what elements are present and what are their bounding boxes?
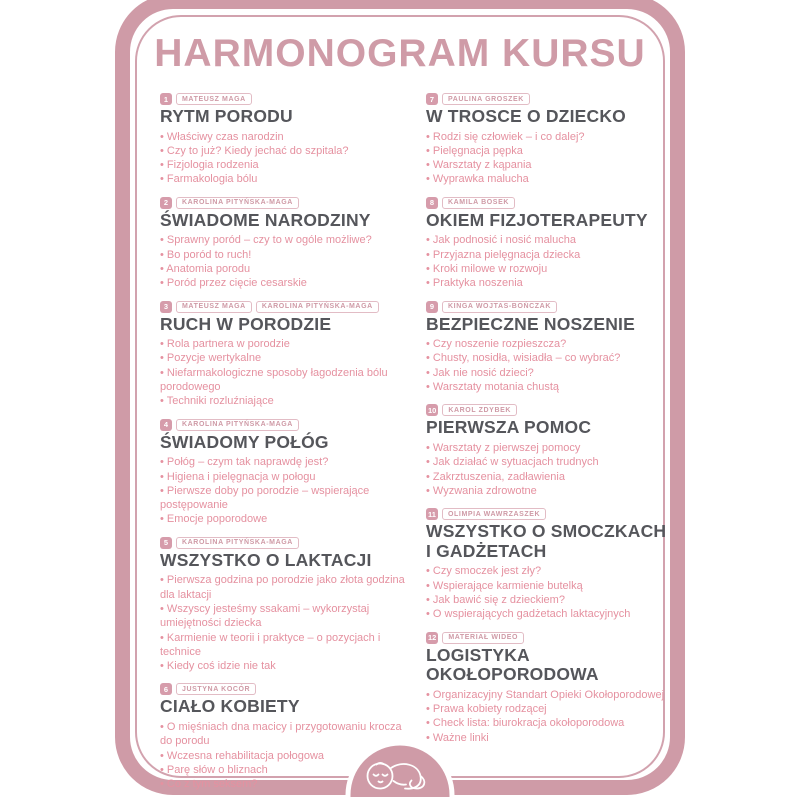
section-bullet: • O mięśniach dna macicy i przygotowaniu krocza do porodu	[160, 720, 402, 748]
section-header	[160, 93, 410, 105]
course-section	[426, 197, 676, 291]
section-bullet: • Kiedy coś idzie nie tak	[160, 660, 276, 673]
section-number-badge: 3	[160, 301, 172, 313]
sleeping-baby-icon	[340, 737, 460, 797]
section-bullet: • Zakrztuszenia, zadławienia	[426, 470, 565, 483]
section-number-badge: 8	[426, 197, 438, 209]
page-title: HARMONOGRAM KURSU	[154, 32, 646, 75]
speaker-tag: KAROLINA PITYŃSKA-MAGA	[176, 197, 299, 209]
footer-logo	[340, 737, 460, 797]
section-number-badge: 9	[426, 301, 438, 313]
section-title: W TROSCE O DZIECKO	[426, 106, 626, 126]
section-bullet: • Jak podnosić i nosić malucha	[426, 234, 576, 247]
section-number-badge: 11	[426, 508, 438, 520]
section-title: RUCH W PORODZIE	[160, 313, 332, 334]
section-title: LOGISTYKA OKOŁOPORODOWA	[426, 644, 599, 685]
section-bullet: • Bo poród to ruch!	[160, 248, 252, 261]
speaker-tag: PAULINA GROSZEK	[442, 93, 530, 105]
section-title: ŚWIADOME NARODZINY	[160, 209, 371, 230]
section-bullet: • Czy to już? Kiedy jechać do szpitala?	[160, 144, 349, 157]
speaker-tag: JUSTYNA KOCÓR	[176, 683, 256, 695]
section-number-badge: 2	[160, 197, 172, 209]
section-number-badge: 5	[160, 537, 172, 549]
section-bullet: • Pierwsza godzina po porodzie jako złota godzina dla laktacji	[160, 574, 405, 601]
section-bullet: • Jak działać w sytuacjach trudnych	[426, 456, 599, 469]
section-bullet: • Karmienie w teorii i praktyce – o pozycjach i technice	[160, 631, 381, 658]
section-bullet: • Higiena i pielęgnacja w połogu	[160, 470, 316, 483]
section-bullet: • Rodzi się człowiek – i co dalej?	[426, 130, 585, 143]
section-title: WSZYSTKO O LAKTACJI	[160, 549, 372, 570]
section-bullet: • Ważne linki	[426, 731, 489, 744]
section-header	[426, 508, 676, 520]
speaker-tag: KAMILA BOSEK	[442, 197, 515, 209]
section-bullet: • Jak nie nosić dzieci?	[426, 366, 534, 379]
course-section	[160, 197, 410, 291]
speaker-tag: MATEUSZ MAGA	[176, 93, 252, 105]
section-bullet: • Fizjologia rodzenia	[160, 159, 259, 172]
section-bullet: • Przyjazna pielęgnacja dziecka	[426, 248, 581, 261]
section-header	[160, 197, 410, 209]
speaker-tag: MATEUSZ MAGA	[176, 301, 252, 313]
course-section	[160, 537, 410, 674]
section-bullet: • Wyzwania zdrowotne	[426, 484, 537, 497]
section-number-badge: 6	[160, 683, 172, 695]
section-bullet: • Prawa kobiety rodzącej	[426, 702, 547, 715]
speaker-tag: KINGA WOJTAS-BOŃCZAK	[442, 301, 557, 313]
section-number-badge: 4	[160, 419, 172, 431]
section-title: WSZYSTKO O SMOCZKACH I GADŻETACH	[426, 521, 667, 561]
section-bullet: • Co z tym seksem?	[160, 778, 258, 791]
course-section	[160, 93, 410, 187]
section-bullet: • Pielęgnacja pępka	[426, 144, 523, 157]
section-bullet: • Właściwy czas narodzin	[160, 130, 284, 143]
section-bullet: • Emocje poporodowe	[160, 513, 268, 526]
course-section	[426, 632, 676, 745]
section-bullet: • Jak bawić się z dzieckiem?	[426, 593, 565, 606]
section-title: RYTM PORODU	[160, 106, 293, 126]
section-header	[426, 197, 676, 209]
section-header	[426, 301, 676, 313]
section-bullet: • Wyprawka malucha	[426, 173, 529, 186]
schedule-column-left	[160, 93, 410, 801]
section-header	[426, 404, 676, 416]
section-bullet: • Sprawny poród – czy to w ogóle możliwe?	[160, 234, 372, 247]
section-header	[160, 419, 410, 431]
section-title: BEZPIECZNE NOSZENIE	[426, 313, 635, 334]
section-bullet: • Warsztaty z pierwszej pomocy	[426, 441, 581, 454]
section-bullet: • Parę słów o bliznach	[160, 763, 268, 776]
schedule-column-right	[426, 93, 676, 801]
section-bullet: • Anatomia porodu	[160, 262, 251, 275]
section-bullet: • Techniki rozluźniające	[160, 395, 274, 408]
section-bullet: • Chusty, nosidła, wisiadła – co wybrać?	[426, 352, 621, 365]
section-bullet: • Czy noszenie rozpieszcza?	[426, 338, 567, 351]
speaker-tag: KAROLINA PITYŃSKA-MAGA	[176, 537, 299, 549]
speaker-tag: OLIMPIA WAWRZASZEK	[442, 508, 546, 520]
speaker-tag: MATERIAŁ WIDEO	[442, 632, 524, 644]
section-bullet: • Organizacyjny Standart Opieki Okołoporodowej	[426, 688, 665, 701]
section-bullet: • Pierwsze doby po porodzie – wspierające postępowanie	[160, 484, 370, 512]
section-title: ŚWIADOMY POŁÓG	[160, 431, 329, 452]
speaker-tag: KAROLINA PITYŃSKA-MAGA	[176, 419, 299, 431]
section-bullet: • Pozycje wertykalne	[160, 352, 262, 365]
section-bullet: • Czy smoczek jest zły?	[426, 565, 542, 578]
section-number-badge: 7	[426, 93, 438, 105]
section-bullet: • Warsztaty z kąpania	[426, 159, 532, 172]
course-section	[426, 301, 676, 395]
course-section	[426, 404, 676, 498]
section-bullet: • Poród przez cięcie cesarskie	[160, 277, 307, 290]
section-bullet: • Połóg – czym tak naprawdę jest?	[160, 456, 329, 469]
section-bullet: • Warsztaty motania chustą	[426, 381, 560, 394]
schedule-content	[160, 93, 676, 801]
section-bullet: • Praktyka noszenia	[426, 277, 523, 290]
section-number-badge: 12	[428, 633, 437, 642]
course-section	[160, 301, 410, 409]
section-header	[426, 93, 676, 105]
speaker-tag: KAROL ZDYBEK	[442, 404, 517, 416]
section-bullet: • Wszyscy jesteśmy ssakami – wykorzystaj umiejętności dziecka	[160, 602, 370, 630]
section-bullet: • Niefarmakologiczne sposoby łagodzenia bólu porodowego	[160, 366, 388, 394]
section-title: CIAŁO KOBIETY	[160, 696, 300, 717]
section-bullet: • Rola partnera w porodzie	[160, 338, 290, 351]
section-title: OKIEM FIZJOTERAPEUTY	[426, 209, 648, 230]
section-bullet: • Wspierające karmienie butelką	[426, 579, 583, 592]
section-bullet: • O wspierających gadżetach laktacyjnych	[426, 608, 631, 621]
section-number-badge: 1	[160, 93, 172, 105]
course-section	[426, 93, 676, 187]
speaker-tag: KAROLINA PITYŃSKA-MAGA	[256, 301, 379, 313]
section-bullet: • Check lista: biurokracja okołoporodowa	[426, 717, 625, 730]
course-section	[426, 508, 676, 621]
section-header	[160, 537, 410, 549]
course-section	[160, 419, 410, 527]
section-header	[426, 632, 676, 644]
section-header	[160, 683, 410, 695]
section-bullet: • Kroki milowe w rozwoju	[426, 262, 548, 275]
section-header	[160, 301, 410, 313]
section-bullet: • Farmakologia bólu	[160, 173, 258, 186]
section-title: PIERWSZA POMOC	[426, 417, 592, 438]
section-number-badge: 10	[428, 405, 437, 415]
section-bullet: • Wczesna rehabilitacja połogowa	[160, 749, 325, 762]
